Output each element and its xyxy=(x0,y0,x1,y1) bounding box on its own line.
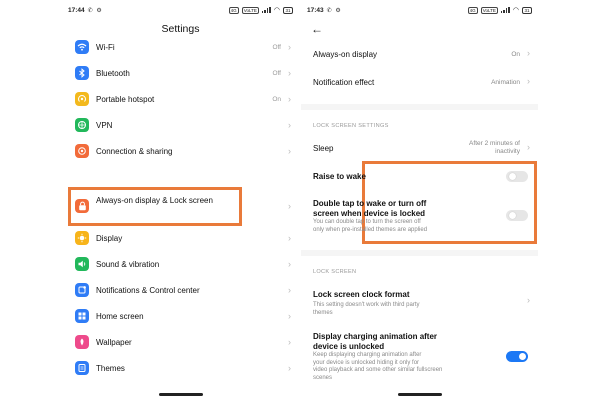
toggle-knob xyxy=(519,353,526,360)
notification-effect-label: Notification effect xyxy=(313,78,375,87)
double-tap-toggle[interactable] xyxy=(506,210,528,221)
hotspot-icon xyxy=(75,92,89,106)
double-tap-description: only when pre-installed themes are applied xyxy=(313,226,428,233)
vpn-icon xyxy=(75,118,89,132)
chevron-right-icon: › xyxy=(288,337,291,347)
chevron-right-icon: › xyxy=(288,363,291,373)
clock-format-description: themes xyxy=(313,309,333,316)
section-header-lock-screen: LOCK SCREEN xyxy=(313,269,357,275)
charging-animation-label-line: Display charging animation after xyxy=(313,332,438,341)
settings-item-label: Always-on display & Lock screen xyxy=(96,196,213,205)
bluetooth-icon xyxy=(75,66,89,80)
settings-item-notifications[interactable] xyxy=(62,277,299,303)
page-title: Settings xyxy=(161,23,200,35)
settings-item-label: Home screen xyxy=(96,311,144,321)
connection-icon xyxy=(75,144,89,158)
settings-item-label: Display xyxy=(96,233,123,243)
notifications-icon xyxy=(75,283,89,297)
settings-item-value: Off xyxy=(272,43,281,51)
settings-item-bluetooth[interactable] xyxy=(62,60,299,86)
status-time: 17:43 xyxy=(307,6,324,14)
settings-item-label: Notifications & Control center xyxy=(96,285,200,295)
chevron-right-icon: › xyxy=(288,120,291,130)
battery-icon: 31 xyxy=(522,7,532,14)
double-tap-label-line: screen when device is locked xyxy=(313,208,426,218)
wifi-status-icon: ◠ xyxy=(512,7,519,14)
sleep-value-line: inactivity xyxy=(495,147,520,155)
settings-item-wifi[interactable] xyxy=(62,34,299,60)
toggle-knob xyxy=(509,212,516,219)
wallpaper-icon xyxy=(75,335,89,349)
charging-animation-label-line: device is unlocked xyxy=(313,341,385,351)
signal-icon xyxy=(262,7,271,13)
settings-item-label: Wallpaper xyxy=(96,337,132,347)
network-type-icon: 4G xyxy=(230,7,237,13)
home-icon xyxy=(75,309,89,323)
clock-format-label: Lock screen clock format xyxy=(313,290,410,299)
double-tap-label-line: Double tap to wake or turn off xyxy=(313,199,427,208)
settings-item-home-screen[interactable] xyxy=(62,303,299,329)
charging-animation-toggle[interactable] xyxy=(506,351,528,362)
status-time: 17:44 xyxy=(68,6,85,14)
charging-animation-description: scenes xyxy=(313,374,333,381)
status-notification-icons: ✆ ⚙ xyxy=(87,7,103,14)
volte-icon: VoLTE xyxy=(243,7,257,13)
chevron-right-icon: › xyxy=(288,42,291,52)
settings-item-value: Off xyxy=(272,69,281,77)
settings-item-portable-hotspot[interactable] xyxy=(62,86,299,112)
home-indicator xyxy=(159,393,203,396)
chevron-right-icon: › xyxy=(527,76,530,86)
sleep-value xyxy=(469,140,520,155)
charging-animation-description: Keep displaying charging animation after xyxy=(313,352,422,358)
settings-item-sound-vibration[interactable] xyxy=(62,251,299,277)
chevron-right-icon: › xyxy=(288,146,291,156)
lock-screen-settings-screen xyxy=(301,0,538,400)
chevron-right-icon: › xyxy=(288,68,291,78)
settings-item-display[interactable] xyxy=(62,225,299,251)
settings-item-connection-sharing[interactable] xyxy=(62,138,299,164)
settings-item-label: Connection & sharing xyxy=(96,146,173,156)
settings-item-label: Wi-Fi xyxy=(96,42,115,52)
sleep-label: Sleep xyxy=(313,144,334,153)
chevron-right-icon: › xyxy=(288,311,291,321)
section-divider xyxy=(301,104,538,110)
settings-screen xyxy=(62,0,299,400)
back-arrow-icon[interactable]: ← xyxy=(311,22,323,36)
double-tap-description: You can double tap to turn the screen off xyxy=(313,219,421,225)
chevron-right-icon: › xyxy=(527,295,530,305)
wifi-icon xyxy=(75,40,89,54)
status-notification-icons: ✆ ⚙ xyxy=(326,7,342,14)
settings-item-vpn[interactable] xyxy=(62,112,299,138)
volte-icon: VoLTE xyxy=(482,7,496,13)
home-indicator xyxy=(398,393,442,396)
settings-item-themes[interactable] xyxy=(62,355,299,381)
chevron-right-icon: › xyxy=(527,142,530,152)
settings-item-wallpaper[interactable] xyxy=(62,329,299,355)
display-icon xyxy=(75,231,89,245)
signal-icon xyxy=(501,7,510,13)
chevron-right-icon: › xyxy=(288,285,291,295)
settings-item-label: Bluetooth xyxy=(96,68,130,78)
toggle-knob xyxy=(509,173,516,180)
settings-item-label: Sound & vibration xyxy=(96,259,160,269)
raise-to-wake-label: Raise to wake xyxy=(313,172,366,181)
raise-to-wake-toggle[interactable] xyxy=(506,171,528,182)
sound-icon xyxy=(75,257,89,271)
clock-format-description: This setting doesn't work with third party xyxy=(313,302,420,308)
battery-icon: 31 xyxy=(283,7,293,14)
highlight-box xyxy=(68,187,242,226)
always-on-display-value: On xyxy=(511,51,520,58)
charging-animation-description: your device is unlocked hiding it only for xyxy=(313,359,420,366)
chevron-right-icon: › xyxy=(288,233,291,243)
status-bar xyxy=(68,5,293,15)
chevron-right-icon: › xyxy=(288,201,291,211)
chevron-right-icon: › xyxy=(288,259,291,269)
section-divider xyxy=(301,250,538,256)
settings-item-label: Themes xyxy=(96,363,125,373)
settings-item-label: VPN xyxy=(96,120,113,130)
wifi-status-icon: ◠ xyxy=(273,7,280,14)
chevron-right-icon: › xyxy=(527,48,530,58)
section-header-lock-screen-settings: LOCK SCREEN SETTINGS xyxy=(313,123,389,129)
settings-item-label: Portable hotspot xyxy=(96,94,155,104)
charging-animation-description: video playback and some other similar fullscreen xyxy=(313,367,443,373)
notification-effect-value: Animation xyxy=(491,79,520,86)
themes-icon xyxy=(75,361,89,375)
status-bar xyxy=(307,5,532,15)
always-on-display-label: Always-on display xyxy=(313,50,378,59)
settings-item-value: On xyxy=(272,95,281,103)
network-type-icon: 4G xyxy=(469,7,476,13)
sleep-value-line: After 2 minutes of xyxy=(469,140,520,147)
chevron-right-icon: › xyxy=(288,94,291,104)
